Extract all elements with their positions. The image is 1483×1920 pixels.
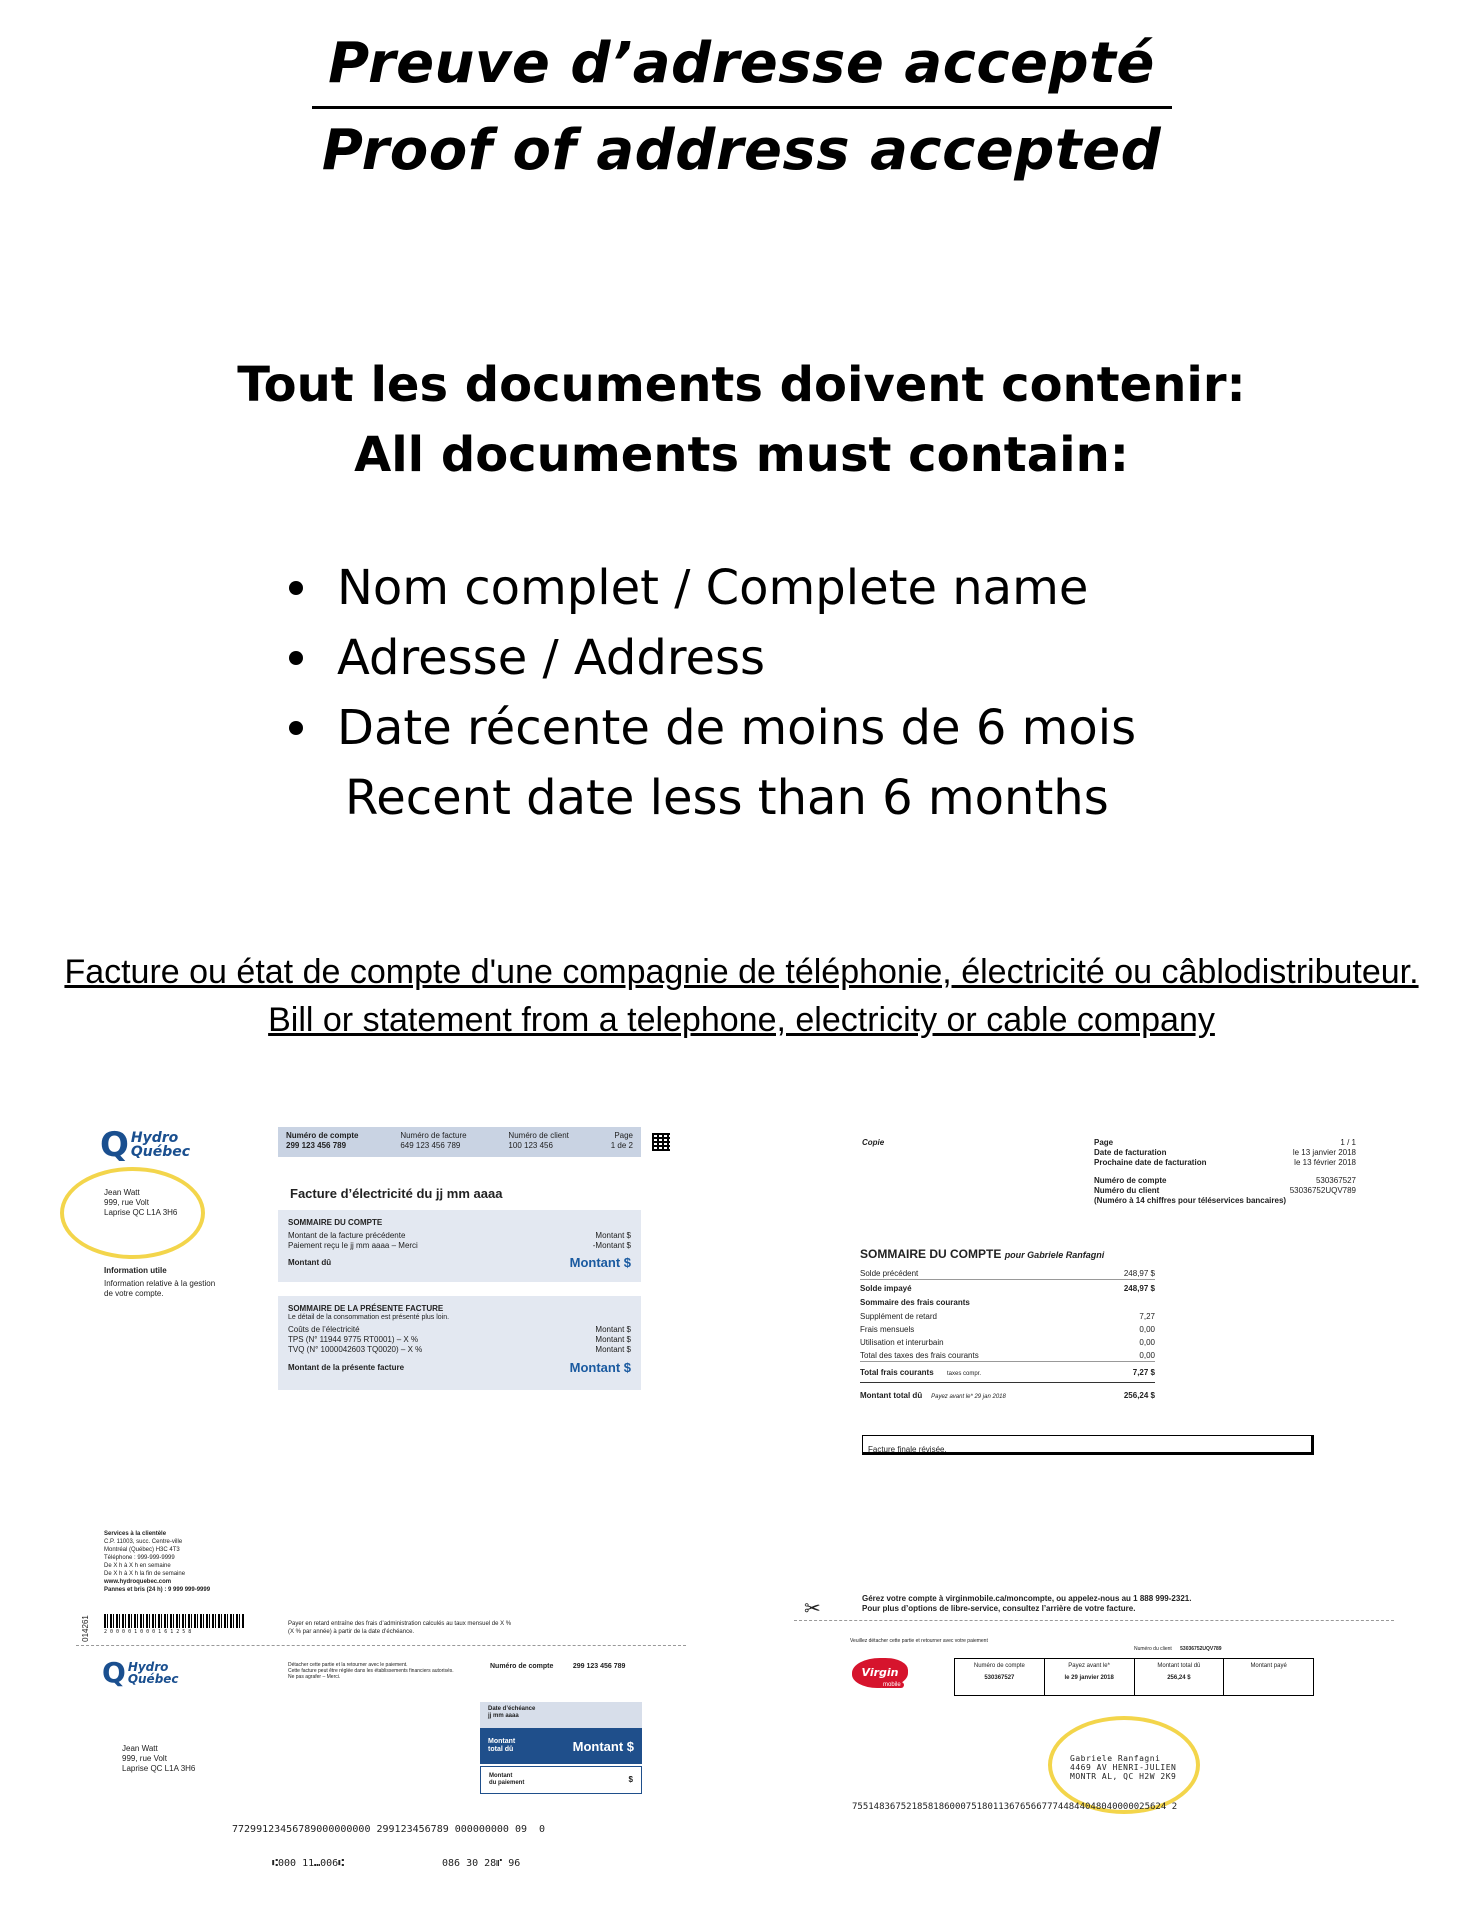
stub-account-value: 299 123 456 789 [572,1663,626,1670]
qr-code-icon [652,1133,670,1151]
logo-line1: Hydro [127,1660,169,1674]
barcode-digits: 2 0 0 0 0 1 0 0 0 1 6 1 2 5 8 [104,1629,192,1635]
requirement-item [285,693,1285,763]
total-due-value: Montant $ [572,1738,634,1754]
summary-row: Solde impayé 248,97 $ [860,1284,1155,1293]
current-total-value: Montant $ [569,1360,631,1375]
micr-line-2a: ⑆000 11⑉006⑆ [272,1858,345,1869]
meta-value: 530367527 [1315,1176,1356,1185]
customer-address [104,1188,177,1218]
meta-label: Numéro du client [1094,1186,1160,1195]
current-row-label: TVQ (N° 1000042603 TQ0020) – X % [288,1345,423,1354]
stub-client-number: Numéro du client 53036752UQV789 [1134,1646,1222,1652]
amount-due-value: Montant $ [569,1255,631,1270]
summary-rows [860,1269,1155,1402]
meta-value: 53036752UQV789 [1289,1186,1356,1195]
customer-street: 4469 AV HENRI-JULIEN [1070,1763,1177,1772]
current-total-label: Montant de la présente facture [288,1362,405,1372]
meta-label: Numéro de compte [1094,1176,1167,1185]
requirement-item [285,623,1285,693]
title-divider [312,106,1172,109]
summary-row: Sommaire des frais courants [860,1298,970,1307]
meta-value: 1 / 1 [1340,1138,1356,1147]
detach-note: Veuillez détacher cette partie et retourner avec votre paiement [850,1638,988,1644]
requirements-list [285,553,1285,833]
requirement-text: Adresse / Address [337,630,766,686]
micr-line-2b: 086 30 28⑈ 96 [442,1858,521,1869]
requirement-text: Date récente de moins de 6 mois [337,700,1137,756]
bullet-icon [289,651,303,665]
summary-row: Frais mensuels 0,00 [860,1325,1155,1334]
total-current-row [860,1368,1155,1383]
virgin-payment-stub-sample [794,1586,1394,1826]
amount-due-label: Montant dû [288,1257,332,1267]
header-label: Numéro de facture [400,1131,467,1140]
summary-title: SOMMAIRE DU COMPTE [860,1247,1002,1261]
requirements-heading-en: All documents must contain: [354,427,1129,483]
logo-line1: Hydro [130,1130,179,1146]
micr-line-1: 77299123456789000000000 299123456789 000000000 09 0 [232,1824,546,1835]
caption-fr: Facture ou état de compte d'une compagnie de téléphonie, électricité ou câblodistributeur. [64,953,1419,991]
late-payment-text: Payer en retard entraîne des frais d’administration calculés au taux mensuel de X % (X % par année) à partir de la date d’échéance. [288,1621,512,1635]
meta-value: le 13 février 2018 [1294,1158,1356,1167]
manage-account-message: Gérez votre compte à virginmobile.ca/moncompte, ou appelez-nous au 1 888 999-2321. Pour plus d’options de libre-service, consultez l’arrière de votre facture. [862,1594,1192,1613]
summary-row: Solde précédent 248,97 $ [860,1269,1155,1278]
micr-line: 7551483675218581860007518011367656677744844048040000025624 2 [852,1802,1178,1812]
caption-en: Bill or statement from a telephone, electricity or cable company [268,1001,1215,1039]
summary-row-value: Montant $ [595,1231,631,1240]
customer-name: Jean Watt [104,1188,140,1197]
detach-line [794,1620,1394,1621]
payment-amount-box: Montant du paiement $ [480,1766,642,1794]
customer-city: MONTR AL, QC H2W 2K9 [1070,1772,1177,1781]
requirement-text: Nom complet / Complete name [337,560,1089,616]
header-label: Numéro de client [508,1131,569,1140]
total-due-box: Montant total dû Montant $ [480,1728,642,1764]
meta-label: Page [1094,1138,1114,1147]
logo-line2: Québec [127,1672,179,1686]
revised-bill-box [862,1435,1314,1455]
accepted-documents-caption [0,948,1483,1044]
hydro-payment-stub-sample [76,1522,696,1902]
customer-name: Gabriele Ranfagni [1070,1754,1161,1763]
customer-street: 999, rue Volt [104,1198,149,1207]
total-due-label: Montant total dû [860,1391,923,1400]
summary-row-value: -Montant $ [592,1241,631,1250]
total-current-note: taxes compr. [947,1371,982,1377]
total-due-row [860,1391,1155,1402]
hydro-quebec-logo [100,1125,191,1165]
summary-row-label: Paiement reçu le jj mm aaaa – Merci [288,1241,418,1250]
due-date-box: Date d’échéance jj mm aaaa [480,1702,642,1728]
bullet-icon [289,581,303,595]
title-block [0,28,1483,187]
current-row-value: Montant $ [595,1325,631,1334]
stub-col: Montant payé [1250,1663,1287,1669]
meta-value: le 13 janvier 2018 [1292,1148,1356,1157]
title-fr: Preuve d’adresse accepté [328,31,1155,96]
header-value: 299 123 456 789 [286,1141,347,1150]
summary-for: pour Gabriele Ranfagni [1004,1250,1105,1260]
stub-table [954,1658,1314,1696]
payment-amount-value: $ [628,1775,633,1784]
summary-row-label: Montant de la facture précédente [288,1231,406,1240]
copy-label: Copie [862,1138,885,1147]
stub-account [490,1662,625,1672]
account-summary-section [860,1246,1160,1402]
scissors-icon: ✂ [804,1596,821,1620]
detach-line [76,1645,686,1646]
hydro-q-icon: Q [100,1125,129,1165]
requirement-item [285,553,1285,623]
customer-name: Jean Watt [122,1744,158,1753]
meta-label: Prochaine date de facturation [1094,1158,1207,1167]
stub-account-label: Numéro de compte [490,1663,554,1670]
header-value: 100 123 456 [508,1141,553,1150]
requirements-heading-fr: Tout les documents doivent contenir: [237,357,1246,413]
current-row-value: Montant $ [595,1335,631,1344]
stub-address [122,1744,195,1774]
summary-row: Total des taxes des frais courants 0,00 [860,1351,1155,1360]
total-due-value: 256,24 $ [1123,1391,1155,1400]
requirement-item-continuation [285,763,1285,833]
bill-title: Facture d’électricité du jj mm aaaa [290,1186,503,1201]
stub-col: Montant total dû 256,24 $ [1135,1659,1225,1695]
virgin-statement-sample-top [858,1132,1358,1462]
info-block [104,1266,215,1299]
info-title: Information utile [104,1266,167,1275]
current-subtitle: Le détail de la consommation est présenté plus loin. [288,1314,450,1321]
header-value: 649 123 456 789 [400,1141,461,1150]
current-bill-panel [278,1296,641,1390]
current-row-label: Coûts de l’électricité [288,1325,360,1334]
customer-street: 999, rue Volt [122,1754,167,1763]
virgin-mobile-logo: Virgin [852,1658,908,1688]
stub-address [1070,1754,1176,1781]
bill-header-bar [278,1127,641,1157]
meta-label: Date de facturation [1094,1148,1167,1157]
summary-title: SOMMAIRE DU COMPTE [288,1218,383,1227]
total-due-note: Payez avant le* 29 jan 2018 [931,1394,1006,1400]
detach-instructions: Détacher cette partie et la retourner avec le paiement. Cette facture peut être réglée dans les établissements financiers autorisés. Ne pas agrafer – Merci. [288,1662,454,1680]
virgin-logo-sub: mobile [880,1682,904,1688]
requirement-text: Recent date less than 6 months [345,770,1109,826]
summary-row: Utilisation et interurbain 0,00 [860,1338,1155,1347]
current-title: SOMMAIRE DE LA PRÉSENTE FACTURE [288,1304,444,1313]
header-label: Page [614,1131,633,1140]
hydro-quebec-logo [102,1656,179,1690]
account-summary-panel [278,1210,641,1282]
barcode-image [104,1614,244,1628]
info-text: Information relative à la gestion [104,1279,216,1288]
statement-meta [1094,1138,1356,1206]
total-current-value: 7,27 $ [1132,1368,1155,1377]
customer-city: Laprise QC L1A 3H6 [122,1764,196,1773]
stub-col: Numéro de compte 530367527 [955,1659,1045,1695]
meta-note: (Numéro à 14 chiffres pour téléservices bancaires) [1094,1196,1287,1205]
info-text: de votre compte. [104,1289,164,1298]
summary-row: Supplément de retard 7,27 [860,1312,1155,1321]
total-current-label: Total frais courants [860,1368,934,1377]
current-row-value: Montant $ [595,1345,631,1354]
header-label: Numéro de compte [286,1131,359,1140]
hydro-bill-sample-top [90,1120,690,1410]
requirements-heading [0,350,1483,490]
title-en: Proof of address accepted [321,118,1162,183]
customer-service-block: Services à la clientèle C.P. 11003, succ. Centre-ville Montréal (Québec) H3C 4T3 Téléphone : 999-999-9999 De X h à X h en semaine De X h à X h la fin de semaine www.hydroquebec.com Pannes et bris (24 h) : 9 999 999-9999 [104,1531,211,1593]
hydro-q-icon: Q [102,1656,126,1689]
customer-city: Laprise QC L1A 3H6 [104,1208,178,1217]
logo-line2: Québec [130,1144,191,1160]
side-code: 014261 [80,1615,90,1642]
stub-col: Payez avant le* le 29 janvier 2018 [1045,1659,1135,1695]
header-value: 1 de 2 [610,1141,633,1150]
revised-bill-text: Facture finale révisée. [868,1445,947,1454]
current-row-label: TPS (N° 11944 9775 RT0001) – X % [288,1335,419,1344]
bullet-icon [289,721,303,735]
